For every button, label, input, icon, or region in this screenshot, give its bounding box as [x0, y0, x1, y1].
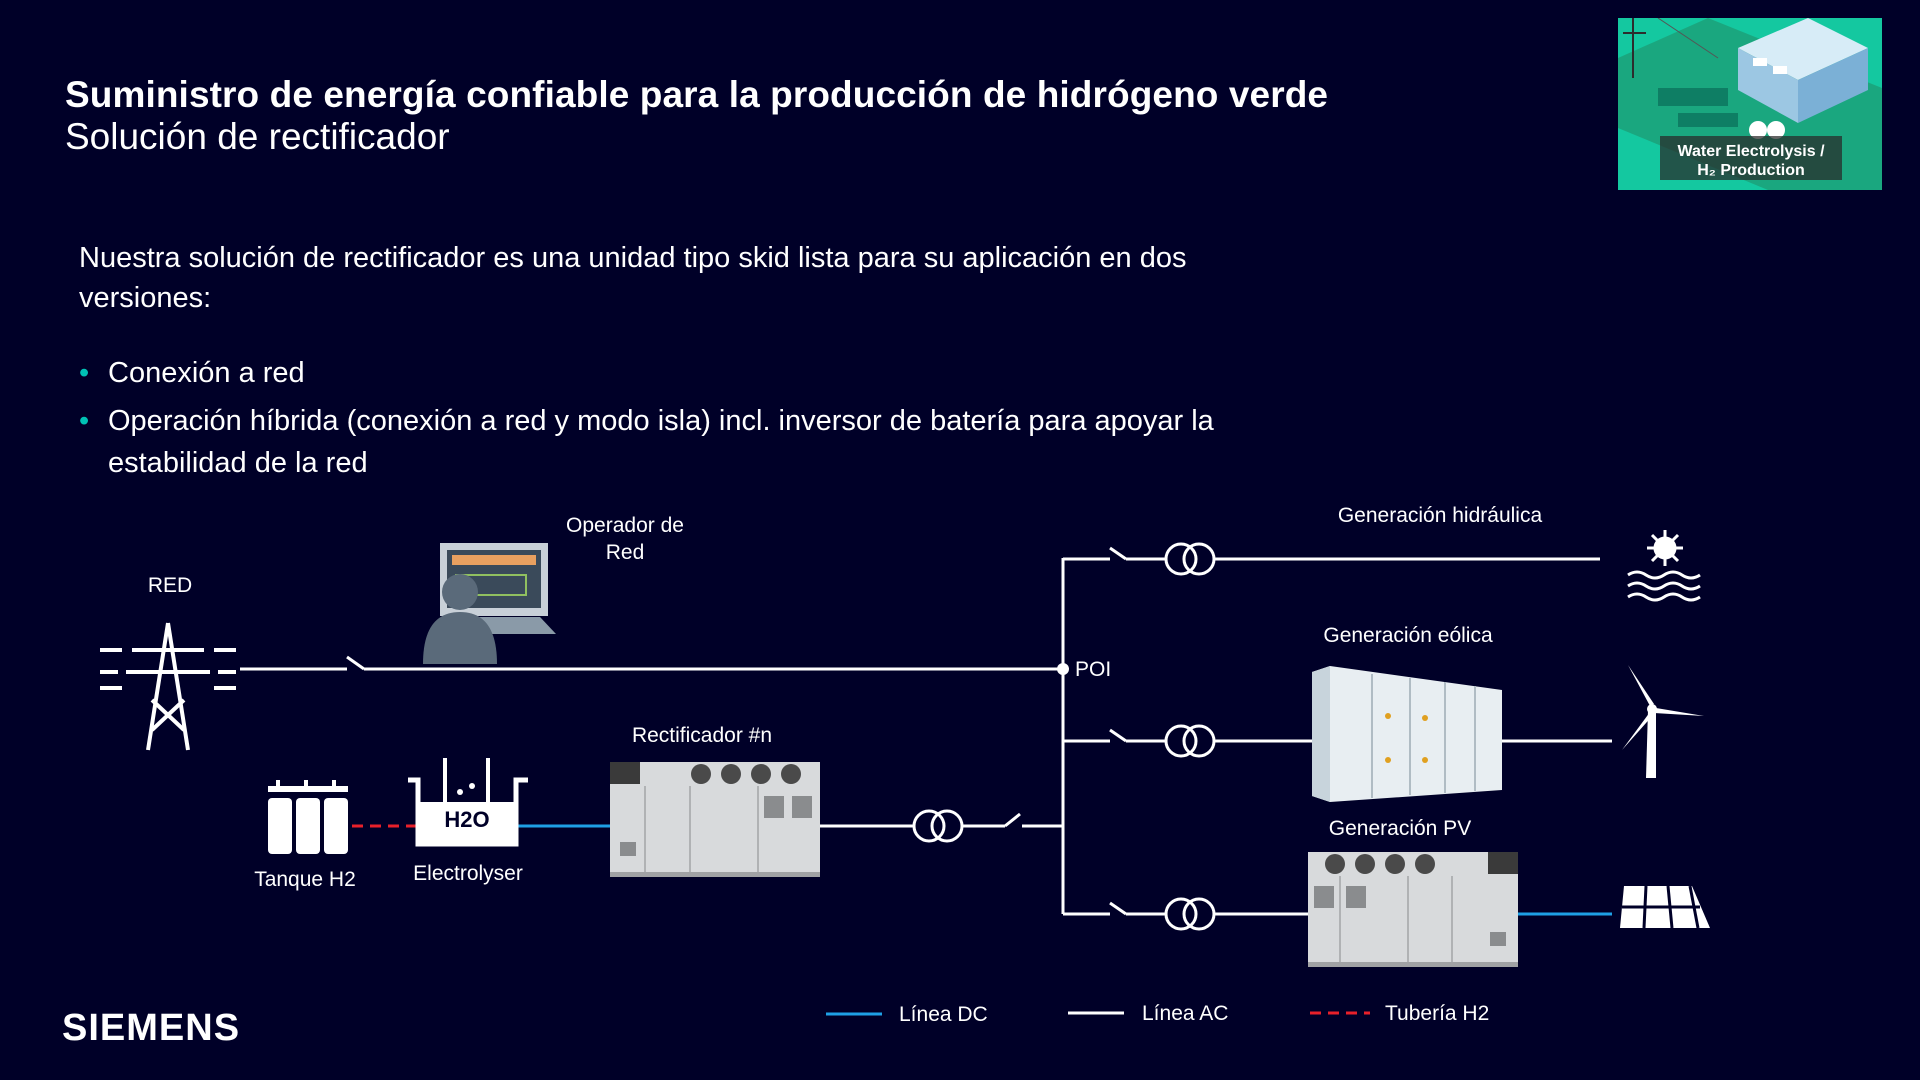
bullet-item: • Operación híbrida (conexión a red y modo isla) incl. inversor de batería para apoyar la estabilidad de la red: [79, 400, 1229, 484]
transformer-icon: [1166, 726, 1196, 756]
operator-label-line2: Red: [605, 541, 645, 564]
h2-tank-icon: [268, 780, 348, 854]
intro-text: Nuestra solución de rectificador es una unidad tipo skid lista para su aplicación en dos versiones:: [79, 242, 1187, 314]
breaker-switch: [1005, 814, 1020, 826]
legend-dc-label: Línea DC: [899, 1003, 988, 1026]
h2o-label: H2O: [444, 807, 490, 832]
hydro-label: Generación hidráulica: [1337, 504, 1543, 527]
legend-h2-label: Tubería H2: [1385, 1002, 1490, 1025]
transformer-icon: [914, 811, 944, 841]
wind-turbine-icon: [1622, 665, 1704, 778]
breaker-switch: [1110, 730, 1126, 741]
thumbnail-caption-line1: Water Electrolysis /: [1677, 143, 1825, 160]
bullet-item: • Conexión a red: [79, 352, 1229, 394]
electrolyser-icon: [408, 758, 528, 844]
electrolyser-label: Electrolyser: [413, 862, 523, 885]
wind-converter-cabinet-image: [1312, 666, 1502, 802]
hydro-turbine-icon: [1628, 530, 1700, 600]
thumbnail-caption-line2: H₂ Production: [1697, 162, 1805, 179]
solar-panel-icon: [1620, 886, 1710, 928]
legend-ac-label: Línea AC: [1142, 1002, 1229, 1025]
transformer-icon: [1166, 544, 1196, 574]
siemens-logo: SIEMENS: [62, 1007, 241, 1049]
operator-label-line1: Operador de: [566, 514, 684, 537]
operator-icon: [423, 543, 556, 664]
page-title: Suministro de energía confiable para la producción de hidrógeno verde: [65, 74, 1329, 115]
breaker-switch: [1110, 548, 1126, 559]
wind-label: Generación eólica: [1323, 624, 1493, 647]
pv-inverter-cabinet-image: [1308, 852, 1518, 967]
power-tower-icon: [100, 623, 236, 750]
poi-label: POI: [1075, 658, 1112, 681]
poi-node: [1057, 663, 1069, 675]
legend: [826, 1002, 1489, 1026]
breaker-switch: [1110, 903, 1126, 914]
pv-label: Generación PV: [1328, 817, 1472, 840]
rectifier-label: Rectificador #n: [631, 724, 773, 747]
transformer-icon: [1166, 899, 1196, 929]
grid-label: RED: [147, 574, 193, 597]
page-subtitle: Solución de rectificador: [65, 116, 450, 157]
tank-label: Tanque H2: [254, 868, 356, 891]
breaker-switch: [347, 657, 364, 669]
rectifier-cabinet-image: [610, 762, 820, 877]
